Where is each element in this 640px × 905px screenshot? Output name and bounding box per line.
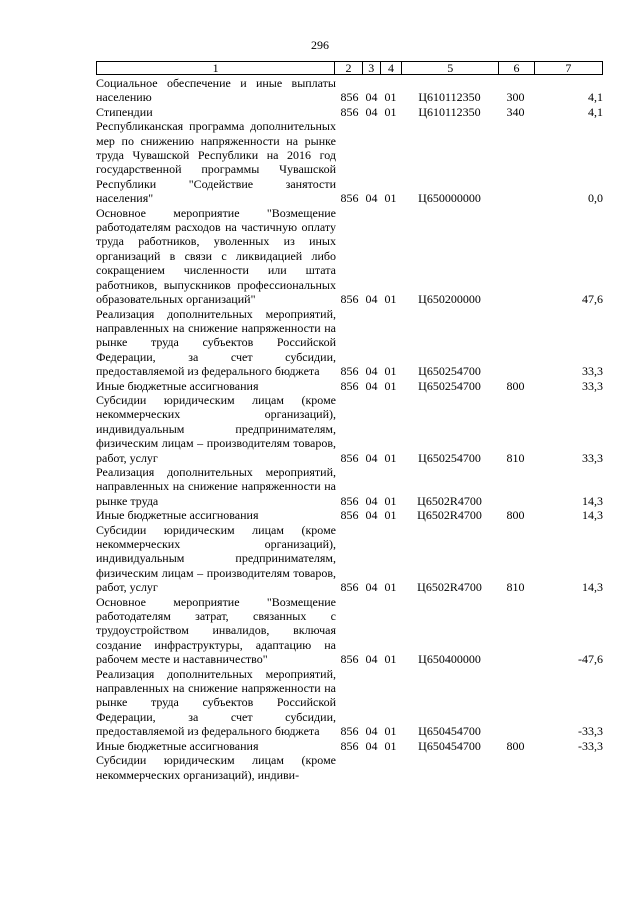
row-amount: 14,3 bbox=[582, 580, 603, 595]
row-ministry: 856 bbox=[340, 104, 359, 119]
table-row bbox=[96, 379, 603, 393]
row-name: Иные бюджетные ассигнования bbox=[96, 378, 259, 393]
row-subsection: 01 bbox=[384, 724, 397, 739]
row-type: 300 bbox=[506, 90, 525, 105]
row-subsection: 01 bbox=[384, 90, 397, 105]
row-subsection: 01 bbox=[384, 364, 397, 379]
row-section: 04 bbox=[365, 364, 378, 379]
row-section: 04 bbox=[365, 724, 378, 739]
row-amount: -47,6 bbox=[578, 652, 603, 667]
row-target: Ц650400000 bbox=[418, 652, 481, 667]
row-amount: 33,3 bbox=[582, 364, 603, 379]
row-target: Ц650454700 bbox=[418, 724, 481, 739]
row-section: 04 bbox=[365, 580, 378, 595]
row-subsection: 01 bbox=[384, 292, 397, 307]
row-section: 04 bbox=[365, 508, 378, 523]
table-row bbox=[96, 76, 603, 105]
row-target: Ц650000000 bbox=[418, 191, 481, 206]
row-subsection: 01 bbox=[384, 508, 397, 523]
row-section: 04 bbox=[365, 450, 378, 465]
row-amount: 14,3 bbox=[582, 508, 603, 523]
table-row bbox=[96, 739, 603, 753]
row-amount: 33,3 bbox=[582, 450, 603, 465]
row-name: Социальное обеспечение и иные выплаты населению bbox=[96, 76, 336, 105]
row-name: Субсидии юридическим лицам (кроме некоммерческих организаций), индиви- bbox=[96, 753, 336, 782]
row-target: Ц650254700 bbox=[418, 364, 481, 379]
table-row bbox=[96, 753, 603, 782]
row-amount: 4,1 bbox=[588, 90, 603, 105]
row-ministry: 856 bbox=[340, 724, 359, 739]
table-row bbox=[96, 206, 603, 307]
table-row bbox=[96, 465, 603, 508]
table-row bbox=[96, 307, 603, 379]
row-subsection: 01 bbox=[384, 580, 397, 595]
row-name: Реализация дополнительных мероприятий, направленных на снижение напряженности на рынке труда субъектов Российской Федерации, за счет субсидии, предоставляемой из федерального бюджета bbox=[96, 666, 336, 739]
row-ministry: 856 bbox=[340, 378, 359, 393]
row-name: Основное мероприятие "Возмещение работодателям расходов на частичную оплату труда работников, уволенных из иных организаций в связи с ликвидацией либо сокращением численности или штата работников, выпускников профессиональных образовательных организаций" bbox=[96, 205, 336, 307]
row-subsection: 01 bbox=[384, 738, 397, 753]
row-section: 04 bbox=[365, 378, 378, 393]
row-section: 04 bbox=[365, 191, 378, 206]
row-subsection: 01 bbox=[384, 652, 397, 667]
row-target: Ц650254700 bbox=[418, 378, 481, 393]
table-row bbox=[96, 523, 603, 595]
row-name: Реализация дополнительных мероприятий, направленных на снижение напряженности на рынке труда bbox=[96, 464, 336, 508]
row-name: Иные бюджетные ассигнования bbox=[96, 508, 259, 523]
row-target: Ц650254700 bbox=[418, 450, 481, 465]
table-row bbox=[96, 508, 603, 522]
table-header bbox=[96, 61, 603, 75]
row-ministry: 856 bbox=[340, 738, 359, 753]
row-ministry: 856 bbox=[340, 364, 359, 379]
row-ministry: 856 bbox=[340, 652, 359, 667]
row-name: Иные бюджетные ассигнования bbox=[96, 738, 259, 753]
row-type: 340 bbox=[506, 104, 525, 119]
row-ministry: 856 bbox=[340, 493, 359, 508]
row-amount: -33,3 bbox=[578, 738, 603, 753]
row-ministry: 856 bbox=[340, 508, 359, 523]
row-amount: 47,6 bbox=[582, 292, 603, 307]
table-row bbox=[96, 667, 603, 739]
header-col-5: 5 bbox=[401, 62, 498, 74]
row-name: Стипендии bbox=[96, 104, 153, 119]
table-row bbox=[96, 119, 603, 205]
row-name: Республиканская программа дополнительных мер по снижению напряженности на рынке труда Чувашской Республики на 2016 год государственной программы Чувашской Республики "Содействие занятости населения" bbox=[96, 119, 336, 206]
header-col-7: 7 bbox=[534, 62, 602, 74]
row-target: Ц650200000 bbox=[418, 292, 481, 307]
row-type: 810 bbox=[506, 450, 525, 465]
row-ministry: 856 bbox=[340, 191, 359, 206]
row-amount: 14,3 bbox=[582, 493, 603, 508]
row-amount: 4,1 bbox=[588, 104, 603, 119]
row-type: 800 bbox=[506, 508, 525, 523]
row-section: 04 bbox=[365, 292, 378, 307]
row-target: Ц6502R4700 bbox=[417, 493, 482, 508]
row-name: Реализация дополнительных мероприятий, направленных на снижение напряженности на рынке труда субъектов Российской Федерации, за счет субсидии, предоставляемой из федерального бюджета bbox=[96, 306, 336, 379]
row-subsection: 01 bbox=[384, 450, 397, 465]
row-ministry: 856 bbox=[340, 292, 359, 307]
table-row bbox=[96, 595, 603, 667]
row-amount: 33,3 bbox=[582, 378, 603, 393]
row-ministry: 856 bbox=[340, 580, 359, 595]
row-target: Ц610112350 bbox=[418, 90, 481, 105]
header-col-4: 4 bbox=[380, 62, 402, 74]
row-name: Субсидии юридическим лицам (кроме некоммерческих организаций), индивидуальным предпринимателям, физическим лицам – производителям товаров, работ, услуг bbox=[96, 392, 336, 465]
row-section: 04 bbox=[365, 104, 378, 119]
table-row bbox=[96, 105, 603, 119]
row-section: 04 bbox=[365, 652, 378, 667]
header-col-1: 1 bbox=[212, 61, 219, 75]
table-body bbox=[96, 76, 603, 782]
row-subsection: 01 bbox=[384, 493, 397, 508]
header-col-6: 6 bbox=[498, 62, 534, 74]
row-section: 04 bbox=[365, 90, 378, 105]
row-amount: 0,0 bbox=[588, 191, 603, 206]
row-subsection: 01 bbox=[384, 104, 397, 119]
row-target: Ц6502R4700 bbox=[417, 508, 482, 523]
row-name: Основное мероприятие "Возмещение работодателям затрат, связанных с трудоустройством инвалидов, включая создание инфраструктуры, адаптацию на рабочем месте и наставничество" bbox=[96, 594, 336, 667]
row-ministry: 856 bbox=[340, 450, 359, 465]
row-section: 04 bbox=[365, 738, 378, 753]
header-col-2: 2 bbox=[334, 62, 362, 74]
row-subsection: 01 bbox=[384, 191, 397, 206]
header-col-3: 3 bbox=[362, 62, 380, 74]
row-name: Субсидии юридическим лицам (кроме некоммерческих организаций), индивидуальным предпринимателям, физическим лицам – производителям товаров, работ, услуг bbox=[96, 522, 336, 595]
row-target: Ц650454700 bbox=[418, 738, 481, 753]
row-target: Ц6502R4700 bbox=[417, 580, 482, 595]
row-type: 800 bbox=[506, 738, 525, 753]
row-target: Ц610112350 bbox=[418, 104, 481, 119]
row-ministry: 856 bbox=[340, 90, 359, 105]
page-number: 296 bbox=[311, 38, 329, 52]
row-amount: -33,3 bbox=[578, 724, 603, 739]
row-subsection: 01 bbox=[384, 378, 397, 393]
row-section: 04 bbox=[365, 493, 378, 508]
row-type: 810 bbox=[506, 580, 525, 595]
table-row bbox=[96, 393, 603, 465]
row-type: 800 bbox=[506, 378, 525, 393]
